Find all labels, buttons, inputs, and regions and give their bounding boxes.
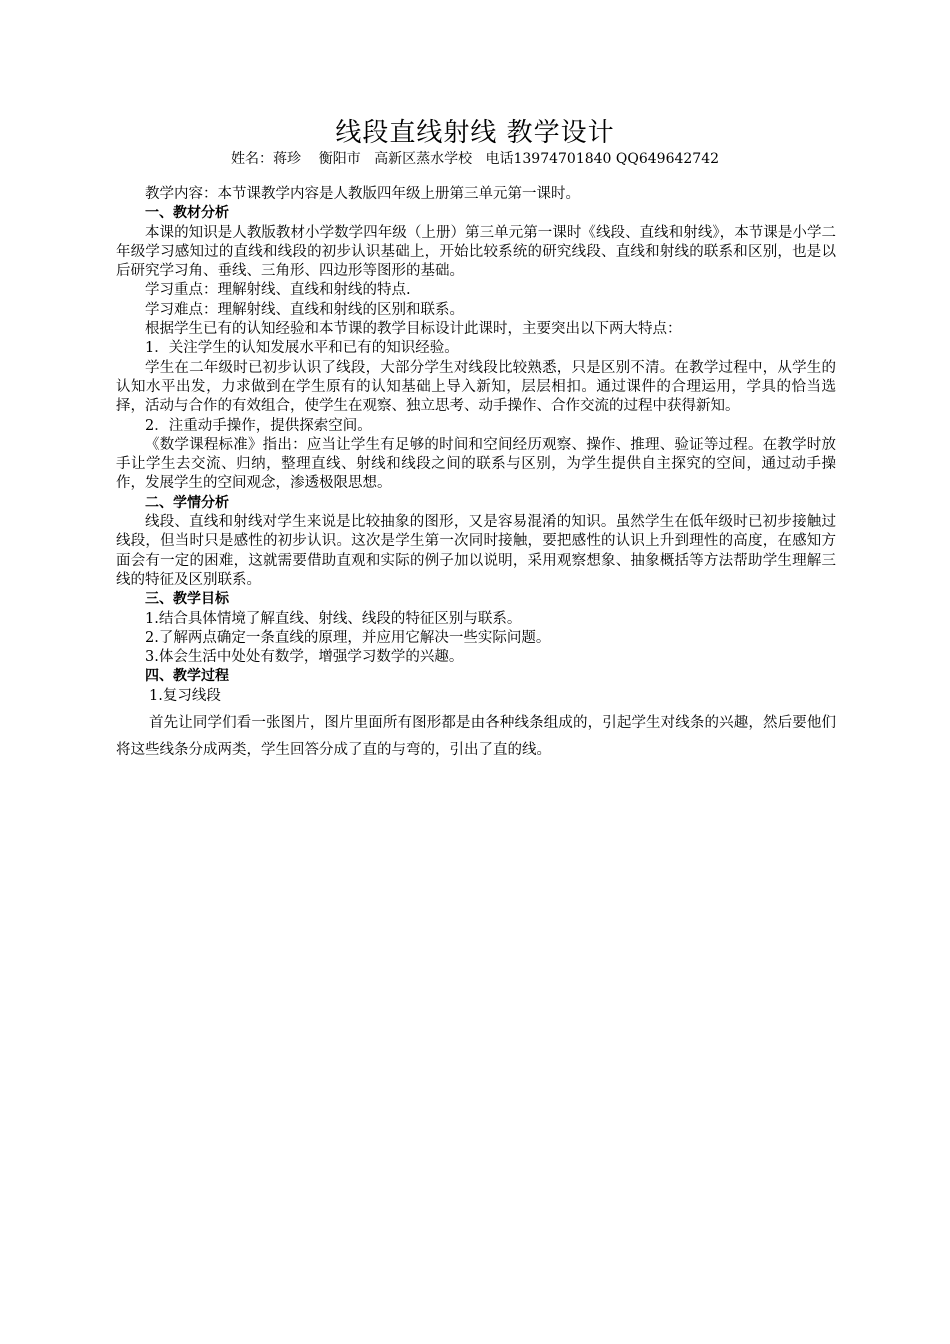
goal-item-2: 2.了解两点确定一条直线的原理，并应用它解决一些实际问题。 <box>145 629 551 646</box>
section-heading-student-analysis: 二、学情分析 <box>145 494 229 511</box>
section-heading-textbook-analysis: 一、教材分析 <box>145 205 229 222</box>
feature1-body: 学生在二年级时已初步认识了线段，大部分学生对线段比较熟悉，只是区别不清。在教学过程中，从学生的认知水平出发，力求做到在学生原有的认知基础上导入新知，层层相扣。通过课件的合理运用，学具的恰当选择，活动与合作的有效组合，使学生在观察、独立思考、动手操作、合作交流的过程中获得新知。 <box>116 359 836 415</box>
student-analysis-paragraph: 线段、直线和射线对学生来说是比较抽象的图形，又是容易混淆的知识。虽然学生在低年级时已初步接触过线段，但当时只是感性的初步认识。这次是学生第一次同时接触，要把感性的认识上升到理性的高度，在感知方面会有一定的困难，这就需要借助直观和实际的例子加以说明，采用观察想象、抽象概括等方法帮助学生理解三线的特征及区别联系。 <box>116 514 836 588</box>
feature1-title: 1．关注学生的认知发展水平和已有的知识经验。 <box>145 340 459 357</box>
difficult-point: 学习难点：理解射线、直线和射线的区别和联系。 <box>145 301 464 318</box>
section-heading-teaching-process: 四、教学过程 <box>145 668 229 685</box>
feature2-title: 2．注重动手操作，提供探索空间。 <box>145 417 372 434</box>
step1-body: 首先让同学们看一张图片，图片里面所有图形都是由各种线条组成的，引起学生对线条的兴趣，然后要他们将这些线条分成两类，学生回答分成了直的与弯的，引出了直的线。 <box>116 715 836 759</box>
document-body <box>116 185 836 764</box>
textbook-analysis-paragraph: 本课的知识是人教版教材小学数学四年级（上册）第三单元第一课时《线段、直线和射线》，本节课是小学二年级学习感知过的直线和线段的初步认识基础上，开始比较系统的研究线段、直线和射线的联系和区别，也是以后研究学习角、垂线、三角形、四边形等图形的基础。 <box>116 224 836 280</box>
design-basis: 根据学生已有的认知经验和本节课的教学目标设计此课时，主要突出以下两大特点： <box>145 321 682 338</box>
document-title: 线段直线射线 教学设计 <box>335 118 615 148</box>
goal-item-3: 3.体会生活中处处有数学，增强学习数学的兴趣。 <box>145 649 464 666</box>
goal-item-1: 1.结合具体情境了解直线、射线、线段的特征区别与联系。 <box>145 610 522 627</box>
author-byline: 姓名：蒋珍 衡阳市 高新区蒸水学校 电话13974701840 QQ649642742 <box>230 151 720 167</box>
content-intro: 教学内容：本节课教学内容是人教版四年级上册第三单元第一课时。 <box>145 186 580 202</box>
key-point: 学习重点：理解射线、直线和射线的特点. <box>145 282 411 299</box>
section-heading-teaching-goals: 三、教学目标 <box>145 591 229 608</box>
step1-title: 1.复习线段 <box>149 687 221 704</box>
feature2-body: 《数学课程标准》指出：应当让学生有足够的时间和空间经历观察、操作、推理、验证等过程。在教学时放手让学生去交流、归纳，整理直线、射线和线段之间的联系与区别，为学生提供自主探究的空间，通过动手操作，发展学生的空间观念，渗透极限思想。 <box>116 436 836 492</box>
